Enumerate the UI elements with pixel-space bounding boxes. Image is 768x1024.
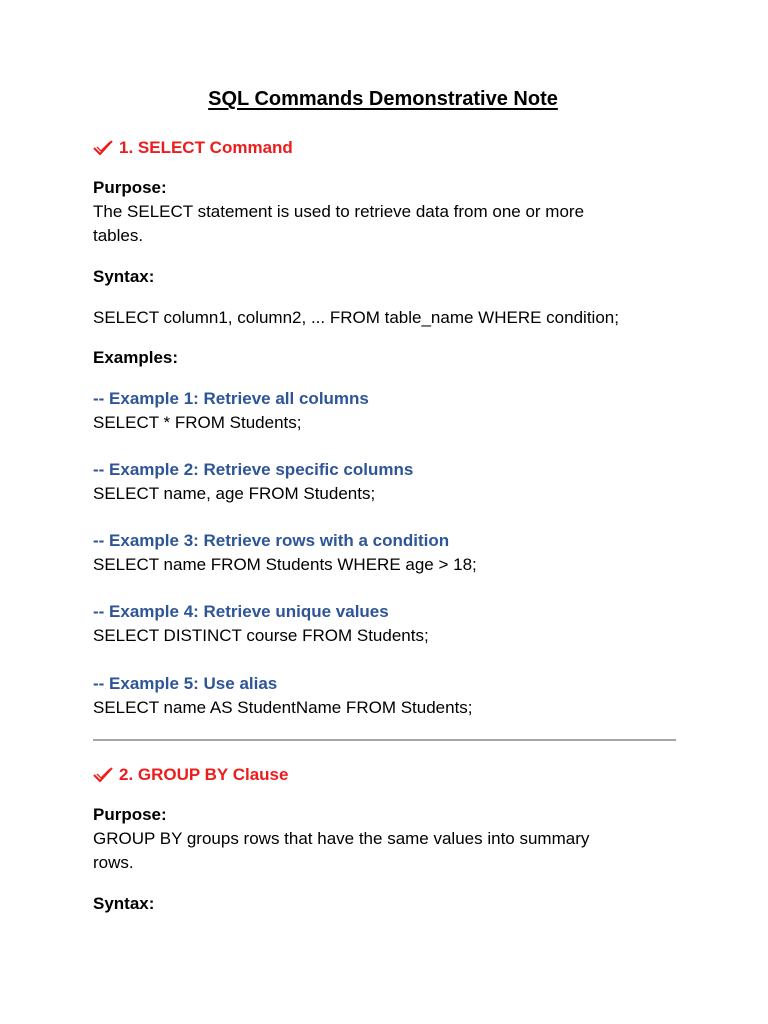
example-comment: -- Example 3: Retrieve rows with a condition — [93, 531, 450, 550]
example-comment: -- Example 4: Retrieve unique values — [93, 602, 389, 621]
example-comment: -- Example 1: Retrieve all columns — [93, 389, 369, 408]
example-code: SELECT name, age FROM Students; — [93, 484, 376, 503]
example-comment: -- Example 2: Retrieve specific columns — [93, 460, 414, 479]
page-title: SQL Commands Demonstrative Note — [208, 88, 558, 110]
syntax-label: Syntax: — [93, 267, 155, 286]
section-heading-label: 2. GROUP BY Clause — [119, 765, 289, 784]
purpose-text: rows. — [93, 853, 134, 872]
section-heading-label: 1. SELECT Command — [119, 138, 293, 157]
purpose-text: The SELECT statement is used to retrieve data from one or more — [93, 202, 585, 221]
example-comment: -- Example 5: Use alias — [93, 674, 278, 693]
purpose-text: tables. — [93, 226, 144, 245]
purpose-label: Purpose: — [93, 178, 167, 197]
syntax-label: Syntax: — [93, 894, 155, 913]
purpose-text: GROUP BY groups rows that have the same values into summary — [93, 829, 590, 848]
section-heading-group-by — [93, 765, 288, 785]
example-code: SELECT name FROM Students WHERE age > 18; — [93, 555, 477, 574]
syntax-code: SELECT column1, column2, ... FROM table_name WHERE condition; — [93, 308, 619, 327]
check-icon — [93, 139, 113, 157]
section-heading-select — [93, 138, 293, 158]
purpose-label: Purpose: — [93, 805, 167, 824]
example-code: SELECT * FROM Students; — [93, 413, 302, 432]
section-divider — [93, 739, 676, 741]
example-code: SELECT DISTINCT course FROM Students; — [93, 626, 429, 645]
check-icon — [93, 766, 113, 784]
example-code: SELECT name AS StudentName FROM Students; — [93, 698, 473, 717]
examples-label: Examples: — [93, 348, 179, 367]
